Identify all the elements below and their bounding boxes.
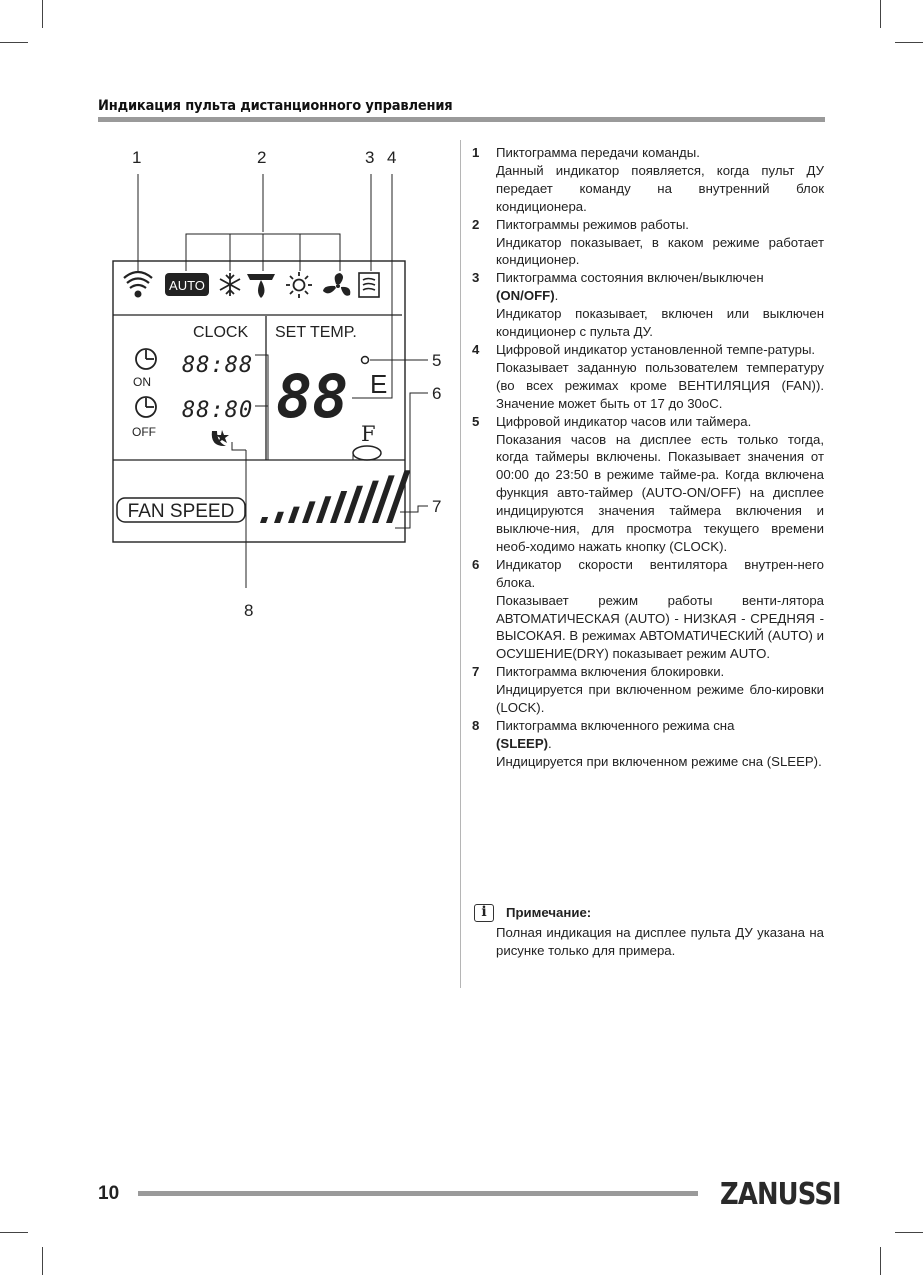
list-item: 3 Пиктограмма состояния включен/выключен (ON/OFF). Индикатор показывает, включен или выключен кондиционер с пульта ДУ. xyxy=(472,270,824,340)
column-divider xyxy=(460,140,461,988)
item-title-bold: (SLEEP) xyxy=(496,735,549,751)
transmit-icon xyxy=(124,272,152,296)
fan-speed-bar xyxy=(316,496,331,523)
fahrenheit-indicator xyxy=(353,446,381,460)
set-temp-digits: 88 xyxy=(276,362,349,432)
note-text: Полная индикация на дисплее пульта ДУ указана на рисунке только для примера. xyxy=(496,925,824,958)
list-item: 8 Пиктограмма включенного режима сна (SLEEP). Индицируется при включенном режиме сна (SLEEP). xyxy=(472,717,824,771)
info-icon: i xyxy=(474,904,494,922)
clock-label: CLOCK xyxy=(193,324,249,341)
cool-mode-icon xyxy=(220,273,240,296)
item-number: 7 xyxy=(472,664,480,680)
callout-4: 4 xyxy=(387,148,397,167)
item-text: Показывает заданную пользователем температуру (во всех режимах кроме ВЕНТИЛЯЦИЯ (FAN)). Значение может быть от 17 до 30оС. xyxy=(496,359,824,411)
callout-3: 3 xyxy=(365,148,375,167)
fan-speed-label: FAN SPEED xyxy=(127,501,235,522)
power-status-icon xyxy=(359,273,379,297)
item-text: Индицируется при включенном режиме бло-кировки (LOCK). xyxy=(496,682,824,716)
item-number: 1 xyxy=(472,145,480,160)
item-title: Пиктограмма состояния включен/выключен xyxy=(496,270,764,286)
crop-mark xyxy=(895,1232,923,1233)
sleep-icon xyxy=(212,430,229,446)
list-item xyxy=(472,341,824,413)
zanussi-logo: ZANUSSI xyxy=(720,1177,841,1212)
item-title: Индикатор скорости вентилятора внутрен-него блока. xyxy=(496,556,824,590)
crop-mark xyxy=(42,0,43,28)
list-item xyxy=(472,413,824,556)
crop-mark xyxy=(880,1247,881,1275)
item-number: 5 xyxy=(472,413,480,429)
item-text: Индицируется при включенном режиме сна (SLEEP). xyxy=(496,753,822,769)
item-text: Показывает режим работы венти-лятора АВТОМАТИЧЕСКАЯ (AUTO) - НИЗКАЯ - СРЕДНЯЯ - ВЫСОКАЯ. В режимах АВТОМАТИЧЕСКИЙ (AUTO) и ОСУШЕНИЕ(DRY) показывает режим AUTO. xyxy=(496,592,824,662)
item-number: 3 xyxy=(472,270,480,286)
timer-on-icon xyxy=(136,349,156,369)
crop-mark xyxy=(0,42,28,43)
heat-mode-icon xyxy=(286,272,312,298)
fahrenheit-unit: F xyxy=(361,422,376,446)
item-text: Данный индикатор появляется, когда пульт ДУ передает команду на внутренний блок кондиционера. xyxy=(496,162,824,214)
crop-mark xyxy=(42,1247,43,1275)
fan-speed-bar xyxy=(302,501,316,523)
timer-off-icon xyxy=(136,397,156,417)
crop-mark xyxy=(880,0,881,28)
remote-display-diagram xyxy=(100,140,450,630)
dry-mode-icon xyxy=(247,274,275,298)
item-number: 6 xyxy=(472,556,480,572)
fan-speed-bars xyxy=(260,470,410,523)
item-text: Индикатор показывает, включен или выключен кондиционер с пульта ДУ. xyxy=(496,306,824,340)
callout-8: 8 xyxy=(244,601,254,620)
item-number: 4 xyxy=(472,341,480,357)
list-item xyxy=(472,556,824,663)
callout-2: 2 xyxy=(257,148,267,167)
page-number: 10 xyxy=(98,1183,120,1204)
header-rule xyxy=(98,117,825,122)
item-title: Пиктограмма передачи команды. xyxy=(496,145,700,160)
callout-5: 5 xyxy=(432,351,442,370)
fan-speed-bar xyxy=(288,507,300,523)
item-title: Цифровой индикатор часов или таймера. xyxy=(496,413,752,429)
timer-on-label: ON xyxy=(133,375,151,389)
degree-symbol xyxy=(362,357,369,364)
crop-mark xyxy=(895,42,923,43)
page-title: Индикация пульта дистанционного управления xyxy=(98,98,453,114)
item-number: 2 xyxy=(472,216,480,232)
note-title: Примечание: xyxy=(506,905,592,920)
timer-off-digits: 88:80 xyxy=(182,398,254,423)
fan-speed-bar xyxy=(274,512,284,523)
crop-mark xyxy=(0,1232,28,1233)
note-block xyxy=(474,902,824,960)
fan-mode-icon xyxy=(323,273,350,296)
description-list xyxy=(472,144,824,771)
timer-off-label: OFF xyxy=(132,425,156,439)
list-item xyxy=(472,144,824,216)
fan-speed-bar xyxy=(260,517,268,523)
fan-speed-bar xyxy=(330,491,347,523)
item-title: Пиктограмма включения блокировки. xyxy=(496,664,725,680)
celsius-unit: E xyxy=(370,369,388,399)
footer-rule xyxy=(138,1191,698,1196)
timer-on-digits: 88:88 xyxy=(182,353,254,378)
auto-mode-label: AUTO xyxy=(169,278,205,293)
item-title: Пиктограммы режимов работы. xyxy=(496,216,689,232)
list-item xyxy=(472,663,824,717)
item-text: Показания часов на дисплее есть только тогда, когда таймеры включены. Показывает значения от 00:00 до 23:50 в режиме тайме-ра. Когда включена функция авто-таймер (AUTO-ON/OFF) на дисплее индицируются значения таймера включения и выключе-ния, для просмотра текущего времени необ-ходимо нажать кнопку (CLOCK). xyxy=(496,431,824,554)
callout-6: 6 xyxy=(432,384,442,403)
set-temp-label: SET TEMP. xyxy=(275,324,357,341)
item-title: Цифровой индикатор установленной темпе-ратуры. xyxy=(496,341,816,357)
callout-1: 1 xyxy=(132,148,142,167)
item-text: Индикатор показывает, в каком режиме работает кондиционер. xyxy=(496,234,824,268)
item-number: 8 xyxy=(472,718,480,733)
list-item xyxy=(472,216,824,270)
item-title-bold: (ON/OFF) xyxy=(496,288,555,304)
item-title: Пиктограмма включенного режима сна xyxy=(496,718,735,733)
callout-7: 7 xyxy=(432,497,442,516)
